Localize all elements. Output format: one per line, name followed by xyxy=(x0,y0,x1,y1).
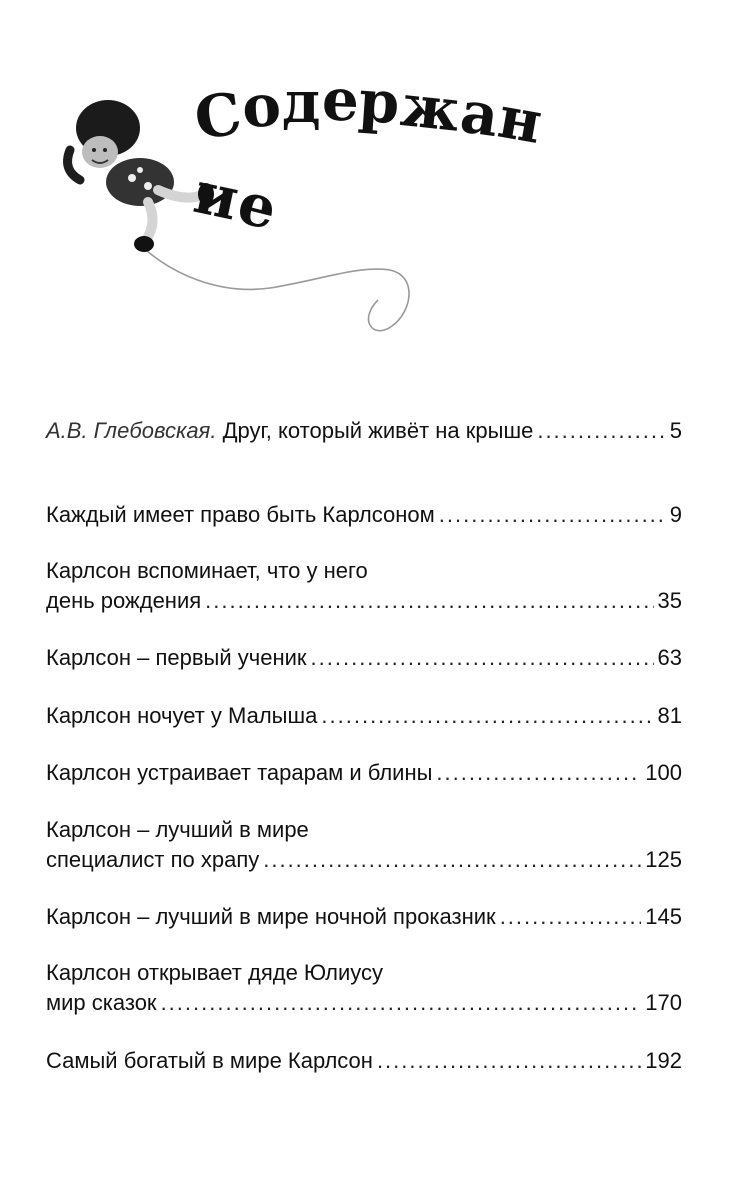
toc-page-number: 35 xyxy=(657,588,682,613)
toc-line xyxy=(46,500,682,530)
dot-leader xyxy=(500,902,642,932)
title-letter: н xyxy=(493,82,549,158)
title-letter: С xyxy=(190,79,247,153)
toc-title-continued: день рождения xyxy=(46,588,202,613)
toc-line xyxy=(46,815,682,845)
toc-title: Карлсон – лучший в мире ночной проказник xyxy=(46,904,496,929)
toc-title: Самый богатый в мире Карлсон xyxy=(46,1048,373,1073)
dot-leader xyxy=(161,988,642,1018)
toc-title: Каждый имеет право быть Карлсоном xyxy=(46,502,435,527)
toc-line xyxy=(46,845,682,875)
toc-line xyxy=(46,416,682,446)
title-letter: р xyxy=(357,66,404,138)
toc-page-number: 81 xyxy=(657,703,682,728)
dot-leader xyxy=(205,586,653,616)
page-title-text xyxy=(188,65,575,244)
toc-entry xyxy=(46,500,682,530)
title-letter: е xyxy=(320,65,361,135)
toc-entry xyxy=(46,701,682,731)
page-title xyxy=(188,65,575,244)
toc-line xyxy=(46,758,682,788)
toc-page-number: 100 xyxy=(645,760,682,785)
toc-title: Карлсон – первый ученик xyxy=(46,645,307,670)
toc-entry xyxy=(46,815,682,875)
toc-line xyxy=(46,556,682,586)
title-letter: е xyxy=(231,168,285,244)
toc-author: А.В. Глебовская. xyxy=(46,418,217,443)
toc-entry xyxy=(46,556,682,616)
toc-line xyxy=(46,586,682,616)
title-letter: ж xyxy=(397,71,464,145)
toc-entry xyxy=(46,1046,682,1076)
dot-leader xyxy=(311,643,654,673)
dot-leader xyxy=(321,701,653,731)
toc-title: Карлсон устраивает тарарам и блины xyxy=(46,760,433,785)
title-letter: д xyxy=(281,68,322,136)
dot-leader xyxy=(377,1046,641,1076)
toc-line xyxy=(46,701,682,731)
toc-title: Карлсон ночует у Малыша xyxy=(46,703,318,728)
toc-title: Карлсон вспоминает, что у него xyxy=(46,558,368,583)
toc-line xyxy=(46,643,682,673)
toc-page-number: 5 xyxy=(669,418,682,443)
dot-leader xyxy=(263,845,641,875)
toc-line xyxy=(46,988,682,1018)
toc-page-number: 145 xyxy=(645,904,682,929)
toc-page-number: 9 xyxy=(669,502,682,527)
dot-leader xyxy=(439,500,666,530)
title-letter: и xyxy=(188,158,246,234)
toc-line xyxy=(46,902,682,932)
toc-line xyxy=(46,958,682,988)
toc-page-number: 125 xyxy=(645,847,682,872)
toc-page-number: 192 xyxy=(645,1048,682,1073)
toc-page-number: 170 xyxy=(645,990,682,1015)
toc-entry xyxy=(46,958,682,1018)
title-letter: а xyxy=(456,77,504,151)
toc-title-continued: мир сказок xyxy=(46,990,157,1015)
dot-leader xyxy=(537,416,665,446)
toc-entry xyxy=(46,758,682,788)
title-letter: о xyxy=(239,70,285,142)
toc-entry xyxy=(46,643,682,673)
toc-title-continued: специалист по храпу xyxy=(46,847,260,872)
toc-page-number: 63 xyxy=(657,645,682,670)
toc-title: Карлсон – лучший в мире xyxy=(46,817,309,842)
toc-line xyxy=(46,1046,682,1076)
toc-title: Карлсон открывает дяде Юлиусу xyxy=(46,960,384,985)
toc-title: Друг, который живёт на крыше xyxy=(222,418,534,443)
toc-entry xyxy=(46,416,682,446)
dot-leader xyxy=(436,758,641,788)
toc-entry xyxy=(46,902,682,932)
